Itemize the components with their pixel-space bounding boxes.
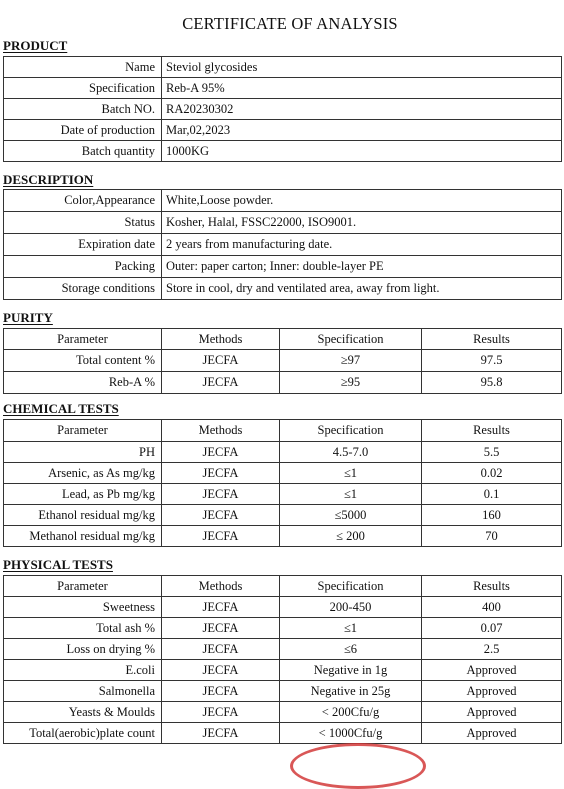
- product-row: [4, 99, 562, 120]
- parameter-cell: Yeasts & Moulds: [4, 702, 162, 723]
- field-value: Outer: paper carton; Inner: double-layer PE: [162, 256, 562, 278]
- description-row: [4, 256, 562, 278]
- parameter-cell: Arsenic, as As mg/kg: [4, 463, 162, 484]
- product-row: [4, 141, 562, 162]
- result-cell: 400: [422, 597, 562, 618]
- specification-cell: 200-450: [280, 597, 422, 618]
- table-header-row: [4, 576, 562, 597]
- column-header: Parameter: [4, 329, 162, 350]
- field-value: 2 years from manufacturing date.: [162, 234, 562, 256]
- method-cell: JECFA: [162, 723, 280, 744]
- physical-tests-heading: PHYSICAL TESTS: [3, 557, 113, 572]
- specification-cell: ≤1: [280, 618, 422, 639]
- method-cell: JECFA: [162, 597, 280, 618]
- field-label: Color,Appearance: [4, 190, 162, 212]
- parameter-cell: Loss on drying %: [4, 639, 162, 660]
- parameter-cell: Salmonella: [4, 681, 162, 702]
- method-cell: JECFA: [162, 442, 280, 463]
- result-cell: 97.5: [422, 350, 562, 372]
- method-cell: JECFA: [162, 350, 280, 372]
- table-row: [4, 597, 562, 618]
- parameter-cell: E.coli: [4, 660, 162, 681]
- table-row: [4, 723, 562, 744]
- table-row: [4, 639, 562, 660]
- seal-stamp: [290, 743, 426, 789]
- column-header: Specification: [280, 329, 422, 350]
- method-cell: JECFA: [162, 463, 280, 484]
- field-value: White,Loose powder.: [162, 190, 562, 212]
- field-value: Kosher, Halal, FSSC22000, ISO9001.: [162, 212, 562, 234]
- method-cell: JECFA: [162, 484, 280, 505]
- parameter-cell: Total ash %: [4, 618, 162, 639]
- method-cell: JECFA: [162, 372, 280, 394]
- product-row: [4, 120, 562, 141]
- column-header: Results: [422, 576, 562, 597]
- result-cell: 160: [422, 505, 562, 526]
- parameter-cell: Methanol residual mg/kg: [4, 526, 162, 547]
- result-cell: Approved: [422, 681, 562, 702]
- field-label: Batch NO.: [4, 99, 162, 120]
- table-row: [4, 372, 562, 394]
- field-label: Packing: [4, 256, 162, 278]
- specification-cell: ≤5000: [280, 505, 422, 526]
- result-cell: 0.07: [422, 618, 562, 639]
- method-cell: JECFA: [162, 505, 280, 526]
- result-cell: 70: [422, 526, 562, 547]
- field-label: Name: [4, 57, 162, 78]
- parameter-cell: Total content %: [4, 350, 162, 372]
- field-label: Date of production: [4, 120, 162, 141]
- specification-cell: ≤1: [280, 484, 422, 505]
- result-cell: 0.02: [422, 463, 562, 484]
- specification-cell: ≤ 200: [280, 526, 422, 547]
- purity-heading: PURITY: [3, 310, 53, 325]
- result-cell: Approved: [422, 702, 562, 723]
- table-row: [4, 660, 562, 681]
- specification-cell: Negative in 25g: [280, 681, 422, 702]
- field-value: Steviol glycosides: [162, 57, 562, 78]
- description-table: [3, 189, 562, 300]
- field-label: Batch quantity: [4, 141, 162, 162]
- result-cell: 95.8: [422, 372, 562, 394]
- field-value: Mar,02,2023: [162, 120, 562, 141]
- result-cell: 0.1: [422, 484, 562, 505]
- product-row: [4, 57, 562, 78]
- parameter-cell: Lead, as Pb mg/kg: [4, 484, 162, 505]
- field-value: 1000KG: [162, 141, 562, 162]
- column-header: Methods: [162, 420, 280, 442]
- method-cell: JECFA: [162, 618, 280, 639]
- product-table: [3, 56, 562, 162]
- column-header: Results: [422, 329, 562, 350]
- column-header: Methods: [162, 576, 280, 597]
- chemical-tests-table: [3, 419, 562, 547]
- table-row: [4, 505, 562, 526]
- description-row: [4, 212, 562, 234]
- field-value: Reb-A 95%: [162, 78, 562, 99]
- specification-cell: ≥97: [280, 350, 422, 372]
- result-cell: 2.5: [422, 639, 562, 660]
- method-cell: JECFA: [162, 639, 280, 660]
- chemical-tests-heading: CHEMICAL TESTS: [3, 401, 119, 416]
- method-cell: JECFA: [162, 660, 280, 681]
- field-value: RA20230302: [162, 99, 562, 120]
- column-header: Specification: [280, 420, 422, 442]
- method-cell: JECFA: [162, 681, 280, 702]
- parameter-cell: Total(aerobic)plate count: [4, 723, 162, 744]
- column-header: Results: [422, 420, 562, 442]
- table-header-row: [4, 329, 562, 350]
- parameter-cell: Reb-A %: [4, 372, 162, 394]
- parameter-cell: Ethanol residual mg/kg: [4, 505, 162, 526]
- product-row: [4, 78, 562, 99]
- description-row: [4, 190, 562, 212]
- result-cell: 5.5: [422, 442, 562, 463]
- column-header: Parameter: [4, 420, 162, 442]
- description-row: [4, 278, 562, 300]
- field-label: Storage conditions: [4, 278, 162, 300]
- specification-cell: < 200Cfu/g: [280, 702, 422, 723]
- table-row: [4, 681, 562, 702]
- field-value: Store in cool, dry and ventilated area, away from light.: [162, 278, 562, 300]
- table-row: [4, 463, 562, 484]
- table-header-row: [4, 420, 562, 442]
- specification-cell: ≤1: [280, 463, 422, 484]
- field-label: Expiration date: [4, 234, 162, 256]
- purity-table: [3, 328, 562, 394]
- specification-cell: < 1000Cfu/g: [280, 723, 422, 744]
- product-heading: PRODUCT: [3, 38, 68, 53]
- table-row: [4, 442, 562, 463]
- parameter-cell: Sweetness: [4, 597, 162, 618]
- table-row: [4, 618, 562, 639]
- method-cell: JECFA: [162, 526, 280, 547]
- table-row: [4, 526, 562, 547]
- column-header: Specification: [280, 576, 422, 597]
- table-row: [4, 350, 562, 372]
- document-title: CERTIFICATE OF ANALYSIS: [182, 14, 398, 33]
- description-heading: DESCRIPTION: [3, 172, 94, 187]
- field-label: Status: [4, 212, 162, 234]
- parameter-cell: PH: [4, 442, 162, 463]
- specification-cell: ≥95: [280, 372, 422, 394]
- description-row: [4, 234, 562, 256]
- physical-tests-table: [3, 575, 562, 744]
- specification-cell: ≤6: [280, 639, 422, 660]
- specification-cell: Negative in 1g: [280, 660, 422, 681]
- table-row: [4, 484, 562, 505]
- column-header: Methods: [162, 329, 280, 350]
- result-cell: Approved: [422, 723, 562, 744]
- specification-cell: 4.5-7.0: [280, 442, 422, 463]
- column-header: Parameter: [4, 576, 162, 597]
- result-cell: Approved: [422, 660, 562, 681]
- method-cell: JECFA: [162, 702, 280, 723]
- field-label: Specification: [4, 78, 162, 99]
- table-row: [4, 702, 562, 723]
